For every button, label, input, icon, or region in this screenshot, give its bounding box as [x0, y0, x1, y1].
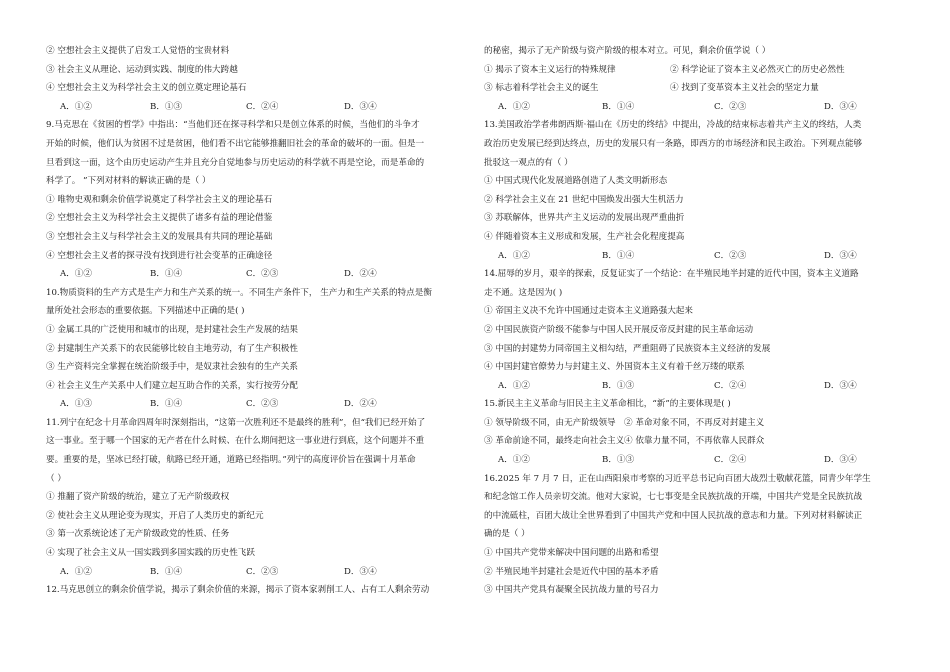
q10-option-a: A．①③: [60, 399, 92, 410]
q10-statement-2: ② 封建制生产关系下的农民能够比较自主地劳动，有了生产积极性: [46, 343, 298, 354]
q11-stem-line: 这一事业。至于哪一个国家的无产者在什么时候、在什么期间把这一事业进行到底，这个问题并不重: [46, 436, 425, 447]
right-column: [484, 42, 904, 600]
q9-stem-line: 科学了。 ”下列对材料的解读正确的是（ ）: [46, 176, 211, 187]
q8-options: [46, 98, 466, 117]
q11-statement-2: ② 使社会主义从理论变为现实，开启了人类历史的新纪元: [46, 510, 264, 521]
q12-option-b: B．①④: [602, 101, 635, 112]
q9-stem-line: 旦看到这一面，这个由历史运动产生并且充分自觉地参与历史运动的科学就不再是空论，而是革命的: [46, 157, 425, 168]
q15-options: [484, 451, 904, 470]
q8-option-d: D．③④: [344, 101, 377, 112]
q16-stem-line: 和纪念馆工作人员亲切交流。他对大家说，七七事变是全民族抗战的开端，中国共产党是全民族抗战: [484, 492, 863, 503]
q12-statement-1: ① 揭示了资本主义运行的特殊规律: [484, 64, 616, 75]
q13-statement-3: ③ 苏联解体，世界共产主义运动的发展出现严重曲折: [484, 213, 685, 224]
q9-stem-line: 开始的时候，他们认为贫困不过是贫困，他们看不出它能够推翻旧社会的革命的破坏的一面。但是一: [46, 138, 425, 149]
q13-option-b: B．①④: [602, 250, 635, 261]
q10-statement-1: ① 金属工具的广泛使用和城市的出现，是封建社会生产发展的结果: [46, 324, 298, 335]
q12-option-d: D．③④: [824, 101, 857, 112]
q13-options: [484, 247, 904, 266]
q12-statement-row: [484, 79, 904, 98]
q12-statement-row: [484, 61, 904, 80]
q12-options: [484, 98, 904, 117]
q11-option-c: C．②③: [246, 566, 279, 577]
q9-statement-3: ③ 空想社会主义与科学社会主义的发展具有共同的理论基础: [46, 231, 273, 242]
q8-statement-4: ④ 空想社会主义为科学社会主义的创立奠定理论基石: [46, 83, 247, 94]
q15-stem-line: 15.新民主主义革命与旧民主主义革命相比，“新”的主要体现是( ): [484, 399, 731, 410]
q8-statement-2: ② 空想社会主义提供了启发工人觉悟的宝贵材料: [46, 46, 230, 56]
q8-option-a: A．①②: [60, 101, 92, 112]
q11-option-d: D．③④: [344, 566, 377, 577]
q13-stem-line: 政治历史发展已经到达终点，历史的发展只有一条路，即西方的市场经济和民主政治。下列观点能够: [484, 138, 863, 149]
q14-option-a: A．①②: [498, 380, 530, 391]
q12-statement-4: ④ 找到了变革资本主义社会的坚定力量: [670, 83, 819, 94]
q10-stem-line: 10.物质资料的生产方式是生产力和生产关系的统一。不同生产条件下， 生产力和生产关系的特点是衡: [46, 287, 432, 298]
q15-statement-4: ④ 依靠力量不同，不再依靠人民群众: [624, 436, 765, 447]
q12-stem-line: 12.马克思创立的剩余价值学说，揭示了剩余价值的来源，揭示了资本家剥削工人、占有工人剩余劳动: [46, 585, 430, 596]
q11-stem-line: （ ）: [46, 473, 66, 484]
q13-statement-2: ② 科学社会主义在 21 世纪中国焕发出强大生机活力: [484, 194, 684, 205]
q16-stem-line: 的中流砥柱，百团大战让全世界看到了中国共产党和中国人民抗战的意志和力量。下列对材料解读正: [484, 510, 863, 521]
q15-statement-2: ② 革命对象不同，不再反对封建主义: [624, 417, 765, 428]
q11-statement-4: ④ 实现了社会主义从一国实践到多国实践的历史性飞跃: [46, 548, 255, 559]
q13-option-d: D．③④: [824, 250, 857, 261]
q11-option-a: A．①②: [60, 566, 92, 577]
q11-stem-line: 11.列宁在纪念十月革命四周年时深刻指出，“这第一次胜利还不是最终的胜利”，但“我们已经开始了: [46, 417, 426, 428]
q9-options: [46, 265, 466, 284]
q13-option-a: A．①②: [498, 250, 530, 261]
q9-option-c: C．②③: [246, 269, 279, 280]
q11-stem-line: 要。重要的是，坚冰已经打破，航路已经开通，道路已经指明。”列宁的高度评价旨在强调十月革命: [46, 455, 416, 466]
q11-statement-3: ③ 第一次系统论述了无产阶级政党的性质、任务: [46, 529, 230, 540]
q16-statement-2: ② 半殖民地半封建社会是近代中国的基本矛盾: [484, 566, 659, 577]
q9-stem-line: 9.马克思在《贫困的哲学》中指出：“当他们还在探寻科学和只是创立体系的时候，当他们的斗争才: [46, 120, 420, 131]
q8-option-b: B．①③: [150, 101, 183, 112]
q11-options: [46, 563, 466, 582]
q12-statement-3: ③ 标志着科学社会主义的诞生: [484, 83, 599, 94]
q10-option-d: D．②④: [344, 399, 377, 410]
q10-statement-3: ③ 生产资料完全掌握在统治阶级手中，是奴隶社会独有的生产关系: [46, 362, 298, 373]
q8-option-c: C．②④: [246, 101, 279, 112]
q14-statement-4: ④ 中国封建官僚势力与封建主义、外国资本主义有着千丝万缕的联系: [484, 362, 745, 373]
q14-statement-2: ② 中国民族资产阶级不能参与中国人民开展反帝反封建的民主革命运动: [484, 324, 754, 335]
q14-stem-line: 走不通。这是因为( ): [484, 287, 563, 298]
q15-option-b: B．①③: [602, 455, 635, 466]
q10-stem-line: 量所处社会形态的重要依据。下列描述中正确的是( ): [46, 306, 245, 317]
q14-stem-line: 14.屈辱的岁月，艰辛的探索，反复证实了一个结论：在半殖民地半封建的近代中国，资本主义道路: [484, 269, 859, 280]
left-column: [46, 42, 466, 600]
q14-statement-1: ① 帝国主义决不允许中国通过走资本主义道路强大起来: [484, 306, 693, 317]
q9-option-d: D．②④: [344, 269, 377, 280]
q11-statement-1: ① 推翻了资产阶级的统治，建立了无产阶级政权: [46, 492, 230, 503]
q13-statement-1: ① 中国式现代化发展道路创造了人类文明新形态: [484, 176, 668, 187]
q15-option-c: C．②④: [714, 455, 747, 466]
q15-statement-3: ③ 革命前途不同，最终走向社会主义: [484, 436, 625, 447]
q14-option-d: D．③④: [824, 380, 857, 391]
q9-option-b: B．①④: [150, 269, 183, 280]
q15-option-d: D．③④: [824, 455, 857, 466]
q16-statement-1: ① 中国共产党带来解决中国问题的出路和希望: [484, 548, 659, 559]
q10-option-c: C．②③: [246, 399, 279, 410]
q12-statement-2: ② 科学论证了资本主义必然灭亡的历史必然性: [670, 64, 845, 75]
q14-options: [484, 377, 904, 396]
q8-statement-3: ③ 社会主义从理论、运动到实践、制度的伟大跨越: [46, 64, 238, 75]
q16-stem-line: 确的是（ ）: [484, 529, 530, 540]
q10-statement-4: ④ 社会主义生产关系中人们建立起互助合作的关系，实行按劳分配: [46, 380, 298, 391]
q14-option-b: B．①③: [602, 380, 635, 391]
q14-option-c: C．②④: [714, 380, 747, 391]
q10-options: [46, 395, 466, 414]
q16-statement-3: ③ 中国共产党具有凝聚全民抗战力量的号召力: [484, 585, 659, 596]
q13-option-c: C．②③: [714, 250, 747, 261]
q12-option-c: C．②③: [714, 101, 747, 112]
q15-option-a: A．①②: [498, 455, 530, 466]
q15-statement-row: [484, 432, 904, 451]
q11-option-b: B．①④: [150, 566, 183, 577]
q9-statement-2: ② 空想社会主义为科学社会主义提供了诸多有益的理论借鉴: [46, 213, 273, 224]
q16-stem-line: 16.2025 年 7 月 7 日，正在山西阳泉市考察的习近平总书记向百团大战烈士敬献花篮，同青少年学生: [484, 473, 871, 484]
q12-stem-line: 的秘密，揭示了无产阶级与资产阶级的根本对立。可见，剩余价值学说（ ）: [484, 46, 771, 56]
q13-statement-4: ④ 伴随着资本主义形成和发展，生产社会化程度提高: [484, 231, 685, 242]
q15-statement-row: [484, 414, 904, 433]
q12-option-a: A．①②: [498, 101, 530, 112]
q15-statement-1: ① 领导阶级不同，由无产阶级领导: [484, 417, 616, 428]
q9-option-a: A．①②: [60, 269, 92, 280]
q13-stem-line: 13.美国政治学者弗朗西斯·福山在《历史的终结》中提出，冷战的结束标志着共产主义的终结，人类: [484, 120, 862, 131]
q9-statement-4: ④ 空想社会主义者的探寻没有找到进行社会变革的正确途径: [46, 250, 273, 261]
q10-option-b: B．①④: [150, 399, 183, 410]
q9-statement-1: ① 唯物史观和剩余价值学说奠定了科学社会主义的理论基石: [46, 194, 273, 205]
q14-statement-3: ③ 中国的封建势力同帝国主义相勾结，严重阻碍了民族资本主义经济的发展: [484, 343, 771, 354]
q13-stem-line: 批驳这一观点的有（ ）: [484, 157, 573, 168]
